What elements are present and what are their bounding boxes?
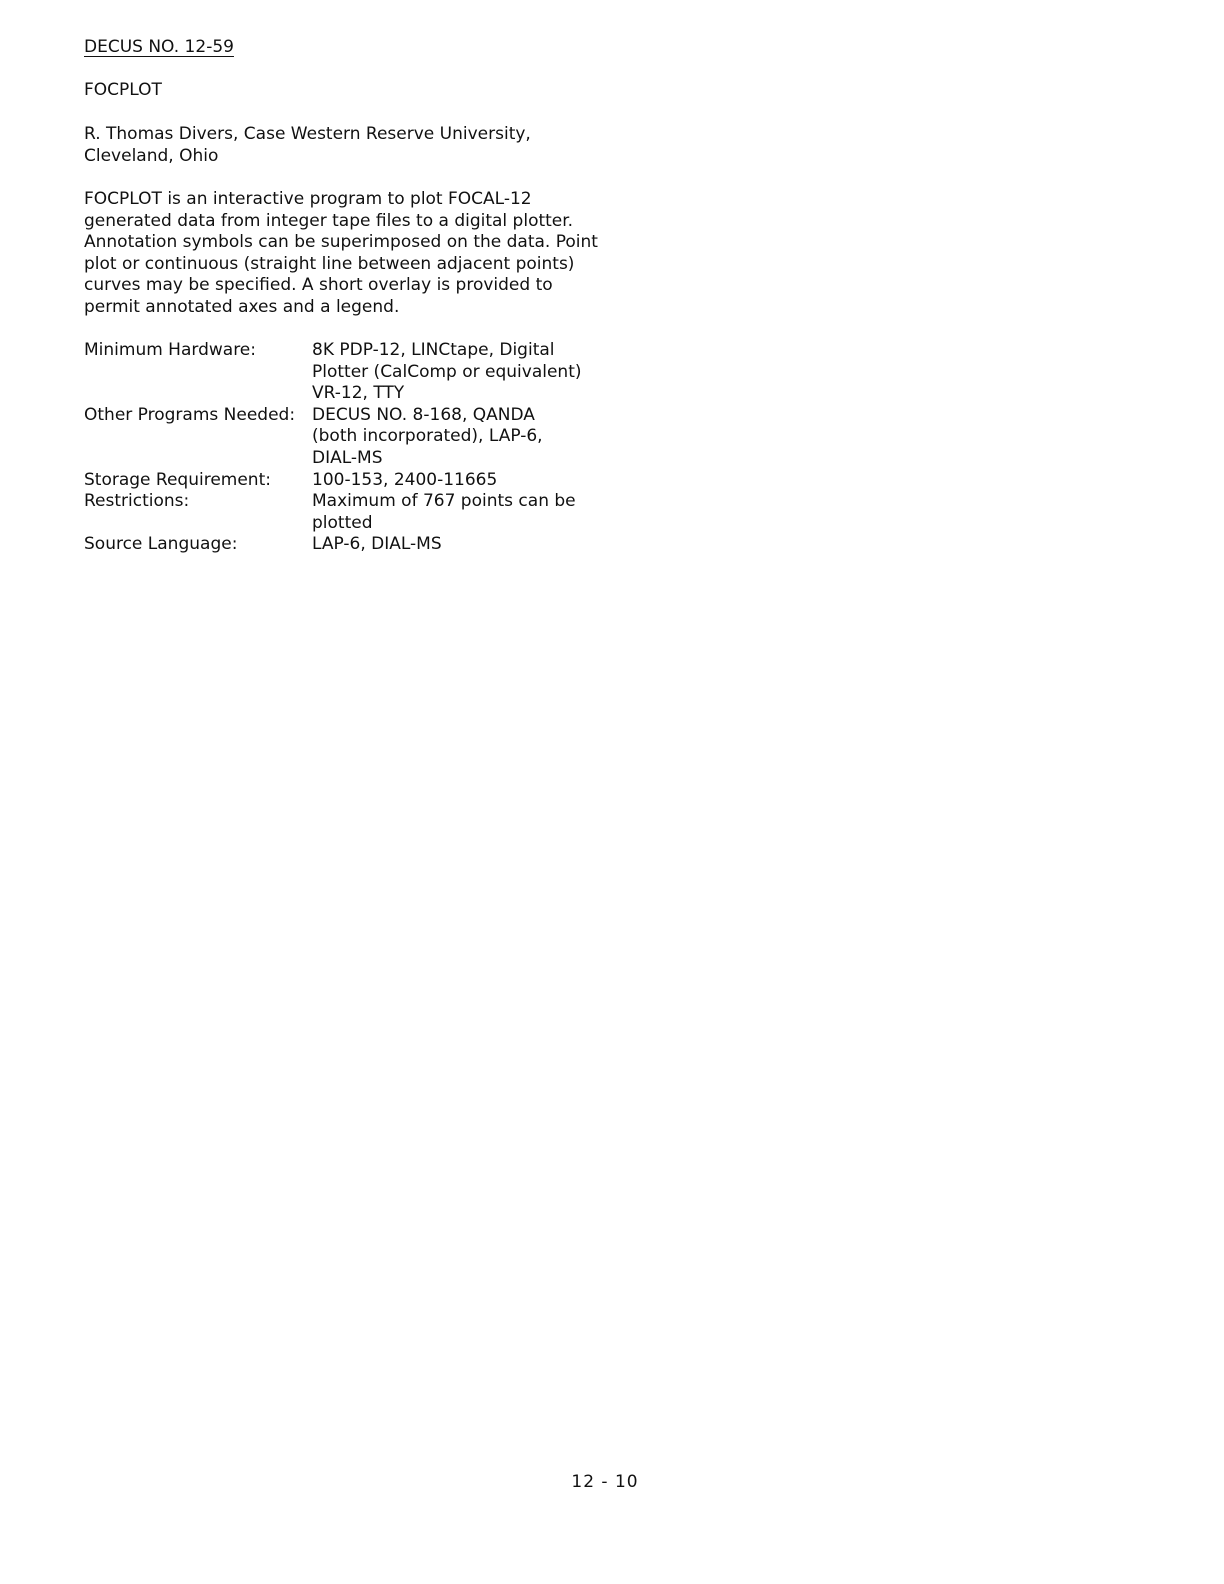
spec-row-restrictions <box>84 491 644 534</box>
decus-number: DECUS NO. 12-59 <box>84 37 234 57</box>
spec-value-line: VR-12, TTY <box>312 383 405 404</box>
page-number: 12 - 10 <box>571 1472 639 1492</box>
spec-value-line: DECUS NO. 8-168, QANDA <box>312 404 535 425</box>
spec-label: Other Programs Needed: <box>84 404 296 425</box>
spec-row-minimum-hardware <box>84 340 644 405</box>
description-line: permit annotated axes and a legend. <box>84 296 400 317</box>
author-line: R. Thomas Divers, Case Western Reserve University, <box>84 124 531 144</box>
spec-label: Storage Requirement: <box>84 469 271 490</box>
description-line: curves may be specified. A short overlay is provided to <box>84 275 553 296</box>
spec-value <box>312 340 644 405</box>
spec-value-line: LAP-6, DIAL-MS <box>312 534 442 555</box>
description-line: Annotation symbols can be superimposed on the data. Point <box>84 232 598 253</box>
spec-label: Source Language: <box>84 534 238 555</box>
author-line: Cleveland, Ohio <box>84 145 219 166</box>
description-line: plot or continuous (straight line between adjacent points) <box>84 253 575 274</box>
description-line: FOCPLOT is an interactive program to plot FOCAL-12 <box>84 189 532 209</box>
program-title: FOCPLOT <box>84 80 162 100</box>
spec-value-line: Plotter (CalComp or equivalent) <box>312 361 582 382</box>
spec-value-line: (both incorporated), LAP-6, <box>312 426 543 447</box>
spec-value <box>312 405 644 470</box>
spec-value <box>312 491 644 534</box>
spec-table <box>84 340 644 556</box>
spec-value-line: plotted <box>312 512 373 533</box>
spec-value <box>312 534 644 556</box>
author-block <box>84 124 644 167</box>
spec-value <box>312 470 644 492</box>
spec-value-line: 100-153, 2400-11665 <box>312 469 498 490</box>
spec-row-source-language <box>84 534 644 556</box>
spec-value-line: Maximum of 767 points can be <box>312 491 576 512</box>
spec-value-line: 8K PDP-12, LINCtape, Digital <box>312 340 555 360</box>
spec-value-line: DIAL-MS <box>312 447 383 468</box>
description-line: generated data from integer tape files to a digital plotter. <box>84 210 574 231</box>
spec-row-other-programs <box>84 405 644 470</box>
spec-row-storage-requirement <box>84 470 644 492</box>
spec-label: Minimum Hardware: <box>84 340 256 360</box>
spec-label: Restrictions: <box>84 491 190 512</box>
description-paragraph <box>84 189 644 319</box>
